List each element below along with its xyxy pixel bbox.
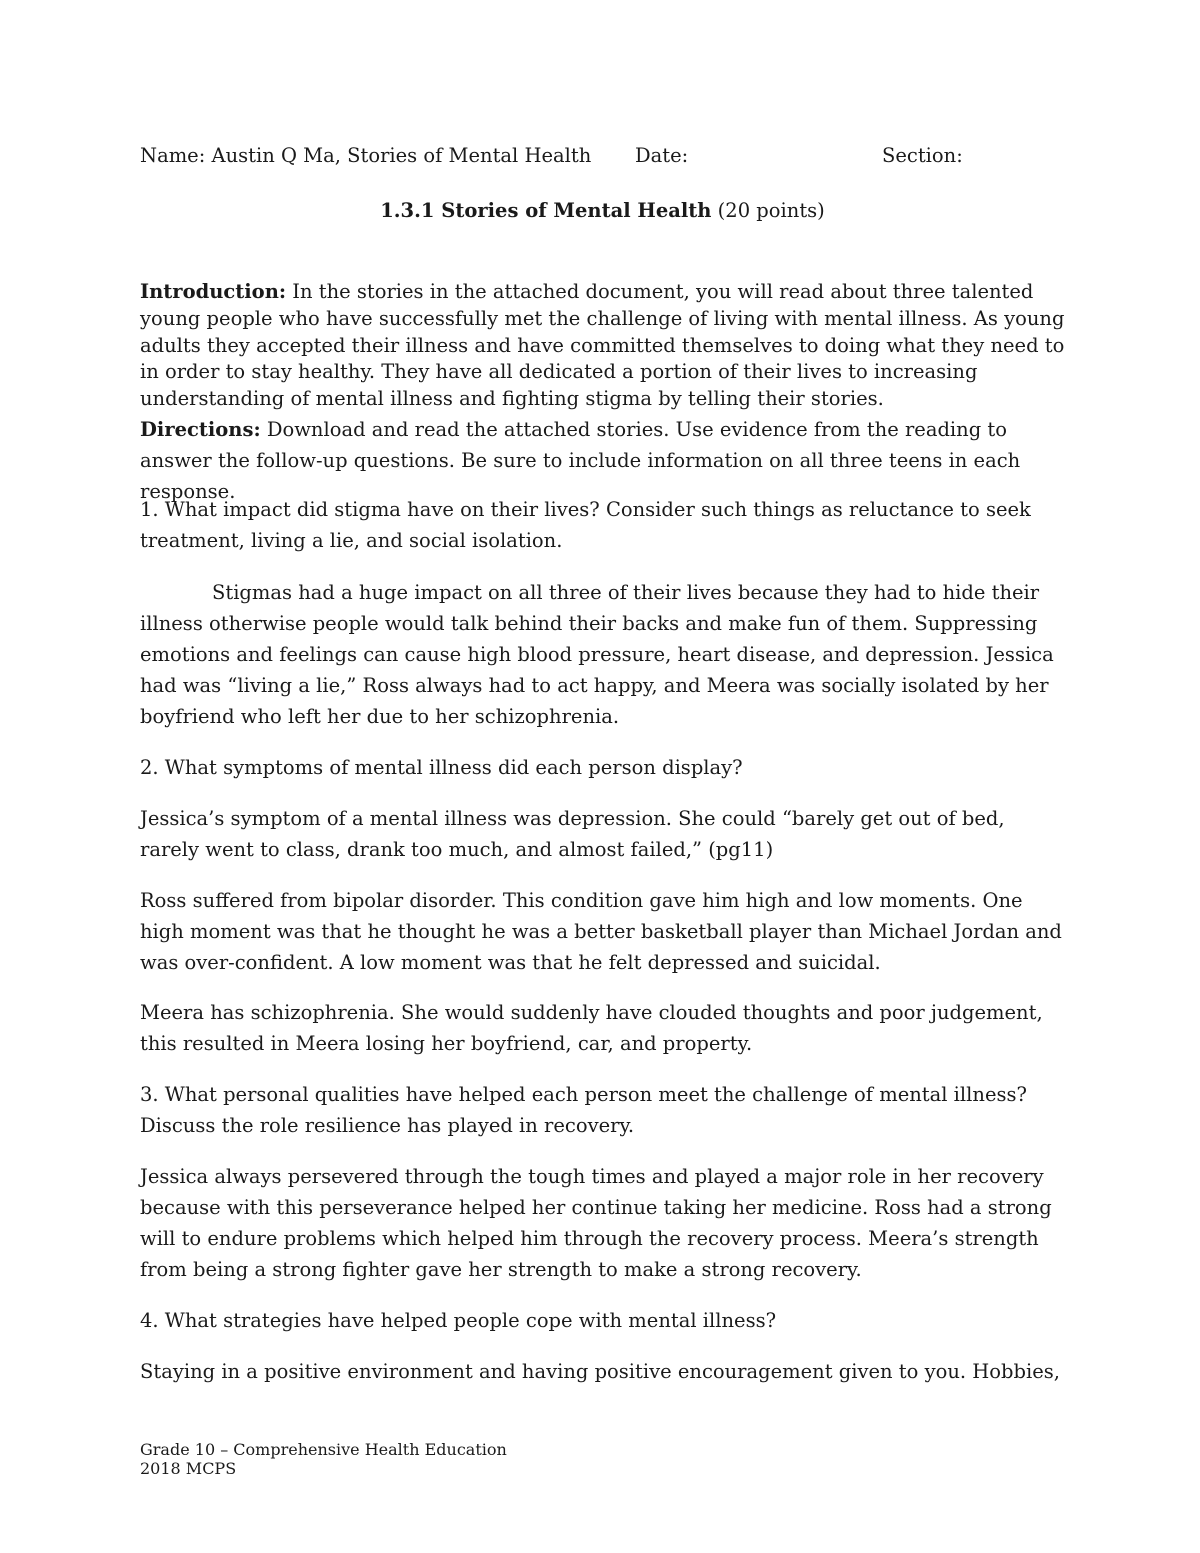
answer-2-ross: Ross suffered from bipolar disorder. This condition gave him high and low moments. One high moment was that he thought he was a better basketball player than Michael Jordan and was over-confident. A low moment was that he felt depressed and suicidal. [140, 889, 1062, 974]
page-footer [140, 1440, 507, 1478]
answer-2-meera: Meera has schizophrenia. She would suddenly have clouded thoughts and poor judgement, this resulted in Meera losing her boyfriend, car, and property. [140, 1001, 1043, 1055]
name-field: Name: Austin Q Ma, Stories of Mental Health [140, 144, 592, 167]
answer-2-jessica: Jessica’s symptom of a mental illness was depression. She could “barely get out of bed, rarely went to class, drank too much, and almost failed,” (pg11) [140, 807, 1005, 861]
header-line [140, 143, 1065, 169]
question-1: 1. What impact did stigma have on their lives? Consider such things as reluctance to seek treatment, living a lie, and social isolation. [140, 498, 1031, 552]
directions-text: Download and read the attached stories. Use evidence from the reading to answer the follow-up questions. Be sure to include information on all three teens in each response. [140, 418, 1021, 503]
answer-3: Jessica always persevered through the tough times and played a major role in her recovery because with this perseverance helped her continue taking her medicine. Ross had a strong will to endure problems which helped him through the recovery process. Meera’s strength from being a strong fighter gave her strength to make a strong recovery. [140, 1165, 1052, 1281]
answer-4: Staying in a positive environment and having positive encouragement given to you. Hobbies, [140, 1360, 1060, 1383]
footer-course: Grade 10 – Comprehensive Health Education [140, 1440, 507, 1459]
question-2: 2. What symptoms of mental illness did each person display? [140, 756, 743, 779]
answer-1: Stigmas had a huge impact on all three of their lives because they had to hide their illness otherwise people would talk behind their backs and make fun of them. Suppressing emotions and feelings can cause high blood pressure, heart disease, and depression. Jessica had was “living a lie,” Ross always had to act happy, and Meera was socially isolated by her boyfriend who left her due to her schizophrenia. [140, 581, 1054, 728]
question-3: 3. What personal qualities have helped each person meet the challenge of mental illness? Discuss the role resilience has played in recovery. [140, 1083, 1027, 1137]
introduction-paragraph [140, 279, 1065, 413]
question-4: 4. What strategies have helped people cope with mental illness? [140, 1309, 777, 1332]
introduction-label: Introduction: [140, 280, 287, 303]
assignment-title [140, 198, 1065, 224]
assignment-title-points: (20 points) [711, 199, 825, 222]
document-page [140, 0, 1065, 1553]
footer-year: 2018 MCPS [140, 1459, 237, 1478]
directions-label: Directions: [140, 418, 261, 441]
assignment-title-bold: 1.3.1 Stories of Mental Health [380, 199, 712, 222]
section-field: Section: [882, 144, 963, 167]
date-field: Date: [635, 144, 689, 167]
introduction-text: In the stories in the attached document, you will read about three talented young people who have successfully met the challenge of living with mental illness. As young adults they accepted their illness and have committed themselves to doing what they need to in order to stay healthy. They have all dedicated a portion of their lives to increasing understanding of mental illness and fighting stigma by telling their stories. [140, 280, 1065, 411]
